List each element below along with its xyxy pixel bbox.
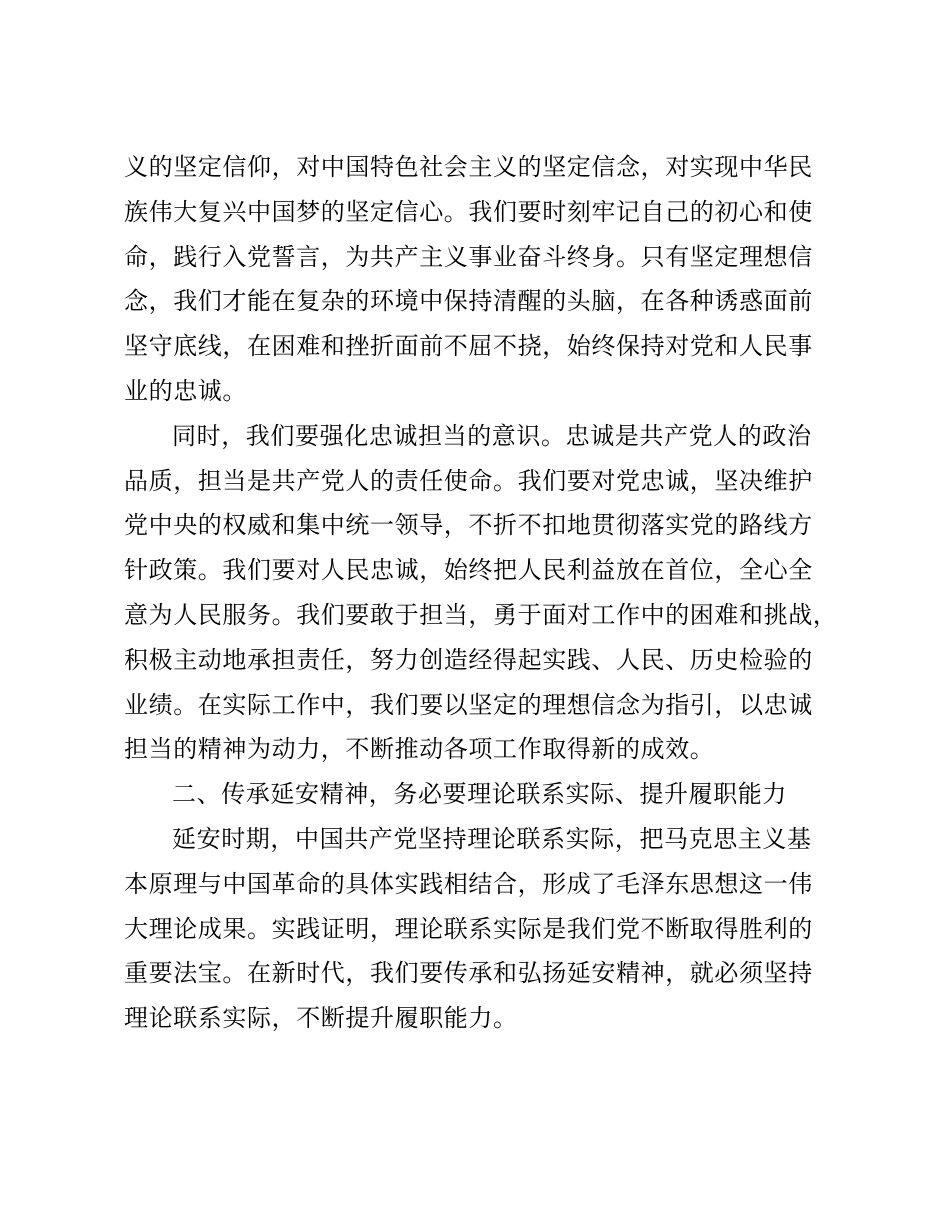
text-line: 业绩。在实际工作中，我们要以坚定的理想信念为指引，以忠诚 <box>124 690 813 719</box>
text-line: 族伟大复兴中国梦的坚定信心。我们要时刻牢记自己的初心和使 <box>124 197 813 226</box>
text-line: 理论联系实际，不断提升履职能力。 <box>124 1004 518 1033</box>
text-line: 积极主动地承担责任，努力创造经得起实践、人民、历史检验的 <box>124 645 813 674</box>
text-line: 命，践行入党誓言，为共产主义事业奋斗终身。只有坚定理想信 <box>124 242 813 271</box>
text-line: 针政策。我们要对人民忠诚，始终把人民利益放在首位，全心全 <box>124 556 813 585</box>
text-line: 重要法宝。在新时代，我们要传承和弘扬延安精神，就必须坚持 <box>124 959 813 988</box>
text-line: 坚守底线，在困难和挫折面前不屈不挠，始终保持对党和人民事 <box>124 332 813 361</box>
text-line: 念，我们才能在复杂的环境中保持清醒的头脑，在各种诱惑面前 <box>124 287 813 316</box>
text-line: 党中央的权威和集中统一领导，不折不扣地贯彻落实党的路线方 <box>124 511 813 540</box>
text-line: 品质，担当是共产党人的责任使命。我们要对党忠诚，坚决维护 <box>124 466 813 495</box>
text-line: 本原理与中国革命的具体实践相结合，形成了毛泽东思想这一伟 <box>124 869 813 898</box>
text-line: 义的坚定信仰，对中国特色社会主义的坚定信念，对实现中华民 <box>124 153 813 181</box>
text-line: 意为人民服务。我们要敢于担当，勇于面对工作中的困难和挑战， <box>124 600 838 629</box>
section-heading: 二、传承延安精神，务必要理论联系实际、提升履职能力 <box>172 780 787 809</box>
text-line: 大理论成果。实践证明，理论联系实际是我们党不断取得胜利的 <box>124 914 813 943</box>
body-text <box>124 145 844 1041</box>
paragraph-start-line: 延安时期，中国共产党坚持理论联系实际，把马克思主义基 <box>172 824 812 853</box>
text-line: 担当的精神为动力，不断推动各项工作取得新的成效。 <box>124 735 715 764</box>
paragraph-start-line: 同时，我们要强化忠诚担当的意识。忠诚是共产党人的政治 <box>172 421 812 450</box>
text-line: 业的忠诚。 <box>124 376 247 405</box>
